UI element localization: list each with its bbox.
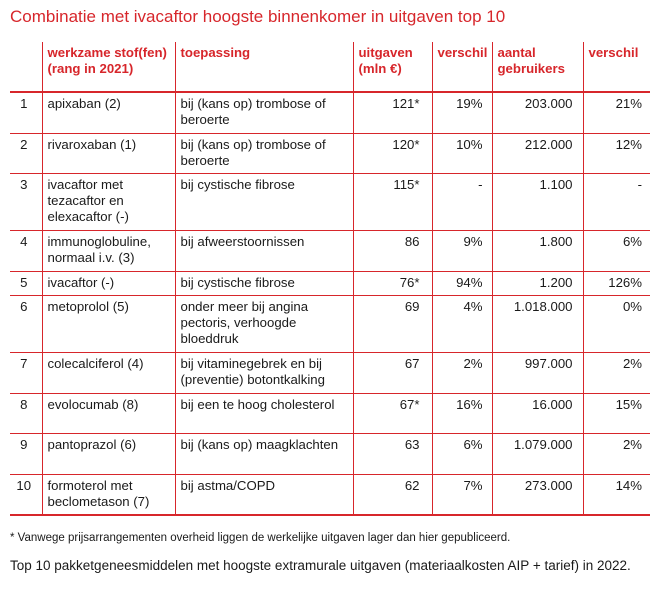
verschil-gebruikers-cell: 2% — [583, 433, 650, 474]
rank-cell: 9 — [20, 436, 28, 452]
uitgaven-cell: 76* — [353, 271, 432, 295]
toepassing-cell: bij astma/COPD — [175, 474, 353, 515]
verschil-uitgaven-cell: 4% — [432, 295, 492, 352]
aantal-gebruikers-cell: 1.800 — [492, 230, 583, 271]
verschil-gebruikers-cell: 0% — [583, 295, 650, 352]
table-row — [10, 474, 650, 515]
werkzame-stof-cell: formoterol met beclometason (7) — [42, 474, 175, 515]
header-verschil-uitgaven: verschil — [432, 42, 492, 92]
verschil-uitgaven-cell: 7% — [432, 474, 492, 515]
page-title: Combinatie met ivacaftor hoogste binnenkomer in uitgaven top 10 — [10, 7, 506, 26]
verschil-gebruikers-cell: 6% — [583, 230, 650, 271]
verschil-uitgaven-cell: 19% — [432, 92, 492, 133]
toepassing-cell: onder meer bij angina pectoris, verhoogde bloeddruk — [175, 295, 353, 352]
verschil-gebruikers-cell: 21% — [583, 92, 650, 133]
table-row — [10, 92, 650, 133]
uitgaven-cell: 120* — [353, 133, 432, 173]
table-row — [10, 173, 650, 230]
verschil-uitgaven-cell: - — [432, 173, 492, 230]
rank-cell: 1 — [20, 96, 28, 111]
verschil-uitgaven-cell: 6% — [432, 433, 492, 474]
werkzame-stof-cell: evolocumab (8) — [42, 393, 175, 433]
uitgaven-cell: 121* — [353, 92, 432, 133]
aantal-gebruikers-cell: 1.100 — [492, 173, 583, 230]
table-row — [10, 433, 650, 474]
rank-cell: 4 — [20, 233, 28, 249]
toepassing-cell: bij cystische fibrose — [175, 173, 353, 230]
header-uitgaven: uitgaven (mln €) — [353, 42, 432, 92]
toepassing-cell: bij (kans op) trombose of beroerte — [175, 92, 353, 133]
table-row — [10, 271, 650, 295]
toepassing-cell: bij cystische fibrose — [175, 271, 353, 295]
uitgaven-cell: 67 — [353, 352, 432, 393]
werkzame-stof-cell: ivacaftor (-) — [42, 271, 175, 295]
rank-cell: 10 — [16, 477, 32, 493]
aantal-gebruikers-cell: 273.000 — [492, 474, 583, 515]
table-row — [10, 230, 650, 271]
verschil-gebruikers-cell: 15% — [583, 393, 650, 433]
table-header-row — [10, 42, 650, 92]
werkzame-stof-cell: immunoglobuline, normaal i.v. (3) — [42, 230, 175, 271]
verschil-uitgaven-cell: 10% — [432, 133, 492, 173]
table-row — [10, 352, 650, 393]
werkzame-stof-cell: metoprolol (5) — [42, 295, 175, 352]
uitgaven-cell: 86 — [353, 230, 432, 271]
uitgaven-cell: 69 — [353, 295, 432, 352]
aantal-gebruikers-cell: 203.000 — [492, 92, 583, 133]
toepassing-cell: bij een te hoog cholesterol — [175, 393, 353, 433]
toepassing-cell: bij vitaminegebrek en bij (preventie) botontkalking — [175, 352, 353, 393]
werkzame-stof-cell: ivacaftor met tezacaftor en elexacaftor (-) — [42, 173, 175, 230]
aantal-gebruikers-cell: 997.000 — [492, 352, 583, 393]
footnote: * Vanwege prijsarrangementen overheid liggen de werkelijke uitgaven lager dan hier gepubliceerd. — [10, 532, 511, 544]
header-werkzame-stof: werkzame stof(fen) (rang in 2021) — [42, 42, 175, 92]
rank-cell: 8 — [20, 396, 28, 412]
header-aantal-gebruikers: aantal gebruikers — [492, 42, 583, 92]
uitgaven-cell: 67* — [353, 393, 432, 433]
rank-cell: 6 — [20, 298, 28, 314]
rank-cell: 7 — [20, 355, 28, 371]
data-table — [10, 42, 650, 516]
verschil-uitgaven-cell: 16% — [432, 393, 492, 433]
uitgaven-cell: 63 — [353, 433, 432, 474]
header-verschil-gebruikers: verschil — [583, 42, 650, 92]
werkzame-stof-cell: colecalciferol (4) — [42, 352, 175, 393]
aantal-gebruikers-cell: 1.018.000 — [492, 295, 583, 352]
uitgaven-cell: 115* — [353, 173, 432, 230]
verschil-uitgaven-cell: 2% — [432, 352, 492, 393]
verschil-uitgaven-cell: 9% — [432, 230, 492, 271]
verschil-gebruikers-cell: 12% — [583, 133, 650, 173]
aantal-gebruikers-cell: 212.000 — [492, 133, 583, 173]
caption: Top 10 pakketgeneesmiddelen met hoogste extramurale uitgaven (materiaalkosten AIP + tarief) in 2022. — [10, 558, 631, 573]
werkzame-stof-cell: pantoprazol (6) — [42, 433, 175, 474]
header-rank — [10, 42, 42, 92]
werkzame-stof-cell: apixaban (2) — [42, 92, 175, 133]
rank-cell: 2 — [20, 136, 28, 152]
toepassing-cell: bij (kans op) maagklachten — [175, 433, 353, 474]
werkzame-stof-cell: rivaroxaban (1) — [42, 133, 175, 173]
toepassing-cell: bij afweerstoornissen — [175, 230, 353, 271]
aantal-gebruikers-cell: 1.200 — [492, 271, 583, 295]
table-row — [10, 295, 650, 352]
aantal-gebruikers-cell: 1.079.000 — [492, 433, 583, 474]
verschil-gebruikers-cell: 2% — [583, 352, 650, 393]
aantal-gebruikers-cell: 16.000 — [492, 393, 583, 433]
verschil-gebruikers-cell: 14% — [583, 474, 650, 515]
verschil-uitgaven-cell: 94% — [432, 271, 492, 295]
verschil-gebruikers-cell: 126% — [583, 271, 650, 295]
table-row — [10, 133, 650, 173]
rank-cell: 3 — [20, 176, 28, 192]
uitgaven-cell: 62 — [353, 474, 432, 515]
header-toepassing: toepassing — [175, 42, 353, 92]
verschil-gebruikers-cell: - — [583, 173, 650, 230]
table-row — [10, 393, 650, 433]
rank-cell: 5 — [20, 274, 28, 290]
toepassing-cell: bij (kans op) trombose of beroerte — [175, 133, 353, 173]
